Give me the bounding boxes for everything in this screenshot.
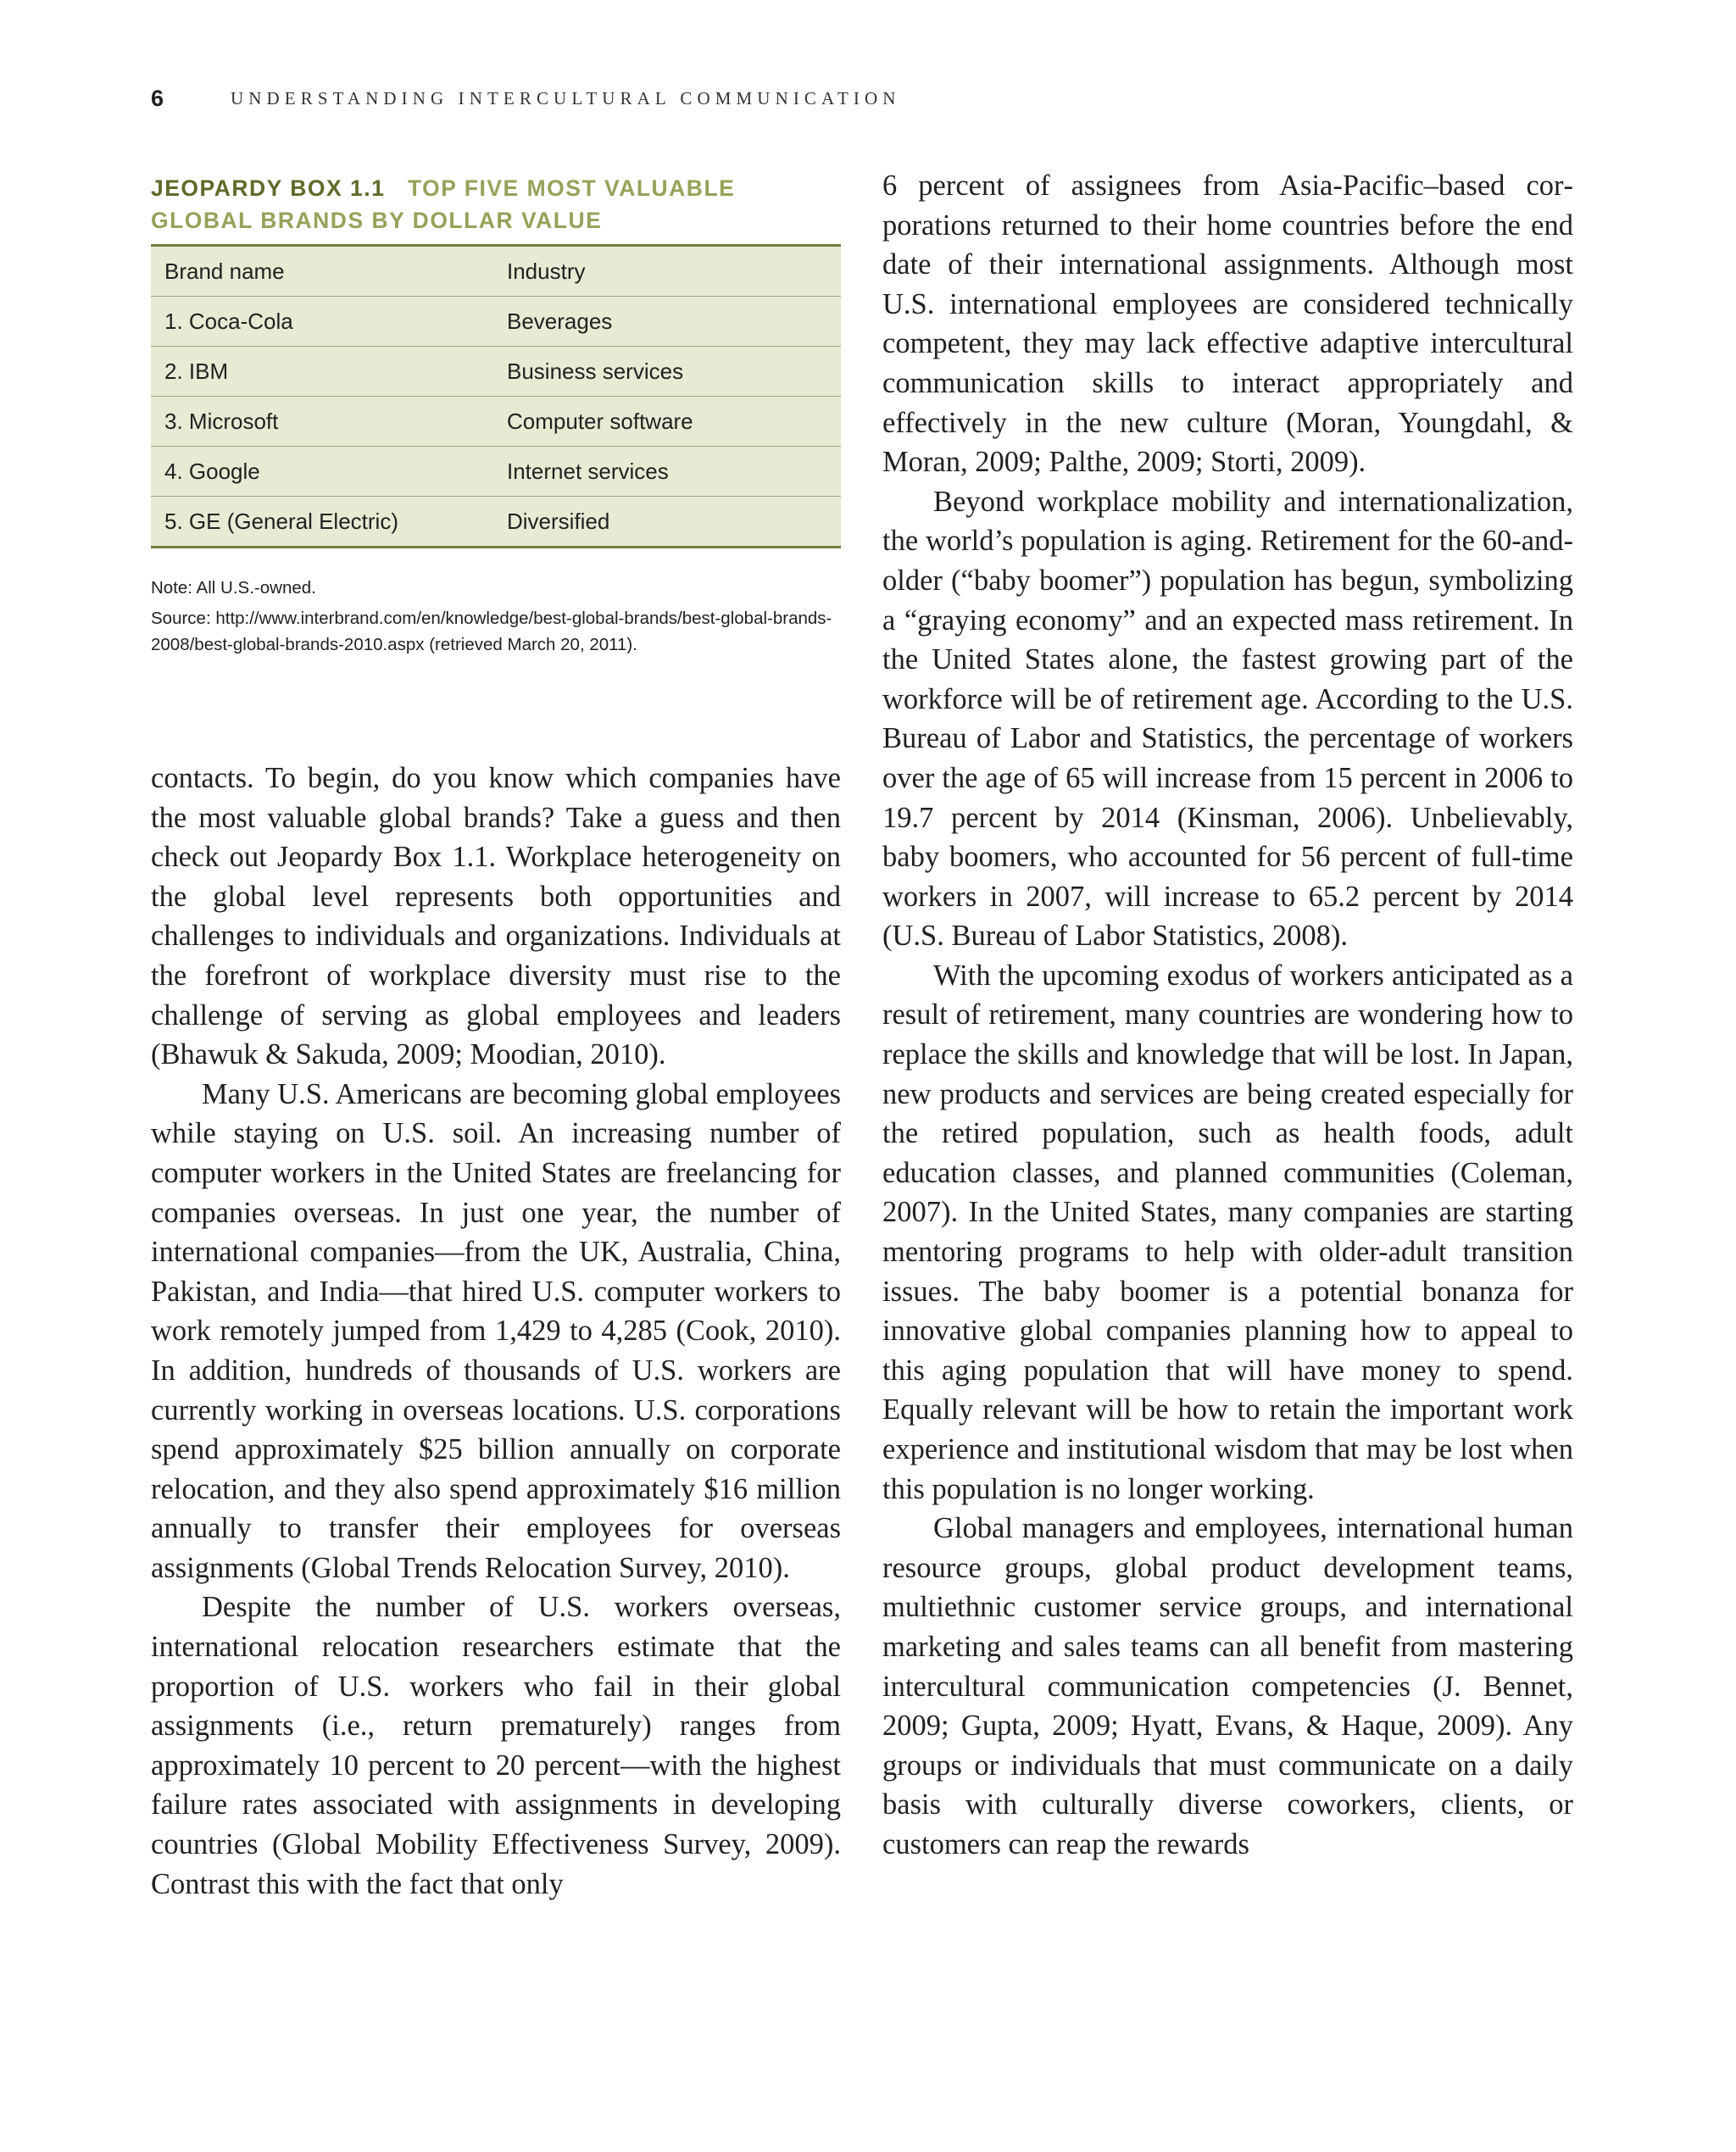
paragraph: Global managers and employees, international human resource groups, global product development teams, multiethnic customer service groups, and international marketing and sales teams can all benefit from mastering intercultural communication competencies (J. Bennet, 2009; Gupta, 2009; Hyatt, Evans, & Haque, 2009). Any groups or individuals that must communicate on a daily basis with culturally diverse coworkers, clients, or customers can reap the rewards — [882, 1512, 1573, 1860]
industry-cell: Diversified — [493, 497, 841, 548]
table-note: Note: All U.S.-owned. — [151, 578, 316, 598]
paragraph: Many U.S. Americans are becoming global employees while staying on U.S. soil. An increasing number of computer workers in the United States are freelancing for companies overseas. In just one year, the number of international companies—from the UK, Australia, China, Pakistan, and India—that hired U.S. computer workers to work remotely jumped from 1,429 to 4,285 (Cook, 2010). In addition, hundreds of thousands of U.S. workers are currently working in overseas locations. U.S. corporations spend approximately $25 billion annually on corporate relocation, and they also spend approximately $16 million annually to transfer their employees for overseas assignments (Global Trends Relocation Survey, 2010). — [151, 1077, 841, 1584]
paragraph: contacts. To begin, do you know which companies have the most valuable global brands? Take a guess and then check out Jeopardy Box 1.1. Workplace heterogeneity on the global level represents both opportunities and challenges to individuals and organizations. Individuals at the forefront of workplace diversity must rise to the challenge of serving as global employees and leaders (Bhawuk & Sakuda, 2009; Moodian, 2010). — [151, 762, 841, 1071]
paragraph: 6 percent of assignees from Asia-Pacific–based corporations returned to their home countries before the end date of their international assignments. Although most U.S. international employees are considered technically competent, they may lack effective adaptive intercultural communication skills to interact appropriately and effectively in the new culture (Moran, Youngdahl, & Moran, 2009; Palthe, 2009; Storti, 2009). — [882, 170, 1573, 479]
brand-cell: 3. Microsoft — [151, 397, 493, 447]
column-header-industry: Industry — [507, 258, 586, 284]
industry-cell: Internet services — [493, 447, 841, 497]
jeopardy-box — [151, 172, 841, 658]
industry-cell: Computer software — [493, 397, 841, 447]
brand-cell: 2. IBM — [151, 347, 493, 397]
table-header-row — [151, 246, 841, 297]
right-text-column — [882, 166, 1573, 1865]
left-text-column — [151, 759, 841, 1904]
paragraph: Beyond workplace mobility and internationalization, the world’s population is aging. Retirement for the 60-and-older (“baby boomer”) population has begun, symbolizing a “graying economy” and an expected mass retirement. In the United States alone, the fastest growing part of the workforce will be of retirement age. According to the U.S. Bureau of Labor and Statistics, the percentage of workers over the age of 65 will increase from 15 percent in 2006 to 19.7 percent by 2014 (Kinsman, 2006). Unbelievably, baby boomers, who accounted for 56 percent of full-time workers in 2007, will increase to 65.2 percent by 2014 (U.S. Bureau of Labor Statistics, 2008). — [882, 485, 1573, 953]
industry-cell: Business services — [493, 347, 841, 397]
running-title: UNDERSTANDING INTERCULTURAL COMMUNICATION — [231, 87, 901, 108]
paragraph: With the upcoming exodus of workers anticipated as a result of retirement, many countries are wondering how to replace the skills and knowledge that will be lost. In Japan, new products and services are being created especially for the retired population, such as health foods, adult education classes, and planned communities (Coleman, 2007). In the United States, many companies are starting mentoring programs to help with older-adult transition issues. The baby boomer is a potential bonanza for innovative global companies planning how to appeal to this aging population that will have money to spend. Equally relevant will be how to retain the important work experience and institutional wisdom that may be lost when this population is no longer working. — [882, 959, 1573, 1505]
table-row — [151, 397, 841, 447]
brand-cell: 5. GE (General Electric) — [151, 497, 493, 548]
table-source: Source: http://www.interbrand.com/en/knowledge/best-global-brands/best-global-brands-2008/best-global-brands-2010.aspx (retrieved March 20, 2011). — [151, 609, 832, 654]
brand-cell: 1. Coca-Cola — [151, 297, 493, 347]
brand-cell: 4. Google — [151, 447, 493, 497]
page-number: 6 — [151, 85, 164, 111]
brands-table — [151, 244, 841, 548]
running-head — [151, 81, 901, 115]
industry-cell: Beverages — [493, 297, 841, 347]
table-row — [151, 447, 841, 497]
jeopardy-box-title — [151, 172, 841, 236]
table-row — [151, 347, 841, 397]
paragraph: Despite the number of U.S. workers overseas, international relocation researchers estimate that the proportion of U.S. workers who fail in their global assignments (i.e., return prematurely) ranges from approximately 10 percent to 20 percent—with the highest failure rates associated with assignments in developing countries (Global Mobility Effectiveness Survey, 2009). Contrast this with the fact that only — [151, 1591, 841, 1900]
jeopardy-box-notes — [151, 574, 841, 658]
table-row — [151, 297, 841, 347]
jeopardy-box-label: JEOPARDY BOX 1.1 — [151, 175, 386, 201]
table-row — [151, 497, 841, 548]
jeopardy-box-heading: TOP FIVE MOST VALUABLE GLOBAL BRANDS BY DOLLAR VALUE — [151, 175, 736, 233]
column-header-brand: Brand name — [164, 258, 285, 284]
